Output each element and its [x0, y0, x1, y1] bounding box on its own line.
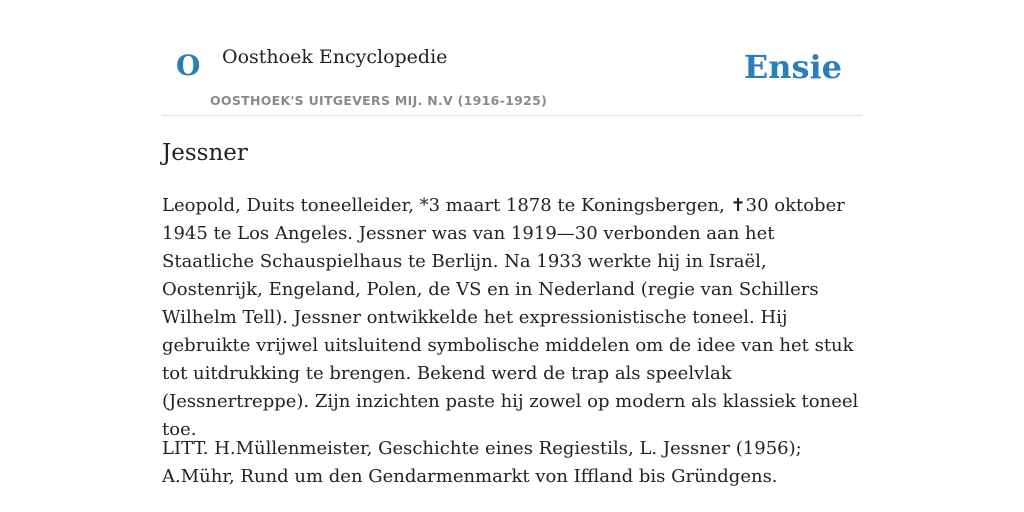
logo-icon[interactable]: O [176, 49, 201, 82]
entry-literature-text: LITT. H.Müllenmeister, Geschichte eines Regiestils, L. Jessner (1956); A.Mühr, Rund um den Gendarmenmarkt von Iffland bis Gründgens. [162, 438, 802, 487]
publisher-subtitle: OOSTHOEK'S UITGEVERS MIJ. N.V (1916-1925) [210, 93, 548, 108]
site-header [162, 0, 862, 116]
page-container [162, 0, 862, 512]
entry-body-text: Leopold, Duits toneelleider, *3 maart 1878 te Koningsbergen, ✝30 oktober 1945 te Los Angeles. Jessner was van 1919—30 verbonden aan het Staatliche Schauspielhaus te Berlijn. Na 1933 werkte hij in Israël, Oostenrijk, Engeland, Polen, de VS en in Nederland (regie van Schillers Wilhelm Tell). Jessner ontwikkelde het expressionistische toneel. Hij gebruikte vrijwel uitsluitend symbolische middelen om de idee van het stuk tot uitdrukking te brengen. Bekend werd de trap als speelvlak (Jessnertreppe). Zijn inzichten paste hij zowel op modern als klassiek toneel toe. [162, 195, 859, 440]
entry-title: Jessner [162, 140, 248, 166]
brand-logo-link[interactable]: Ensie [743, 48, 842, 86]
site-title-link[interactable]: Oosthoek Encyclopedie [222, 46, 448, 68]
